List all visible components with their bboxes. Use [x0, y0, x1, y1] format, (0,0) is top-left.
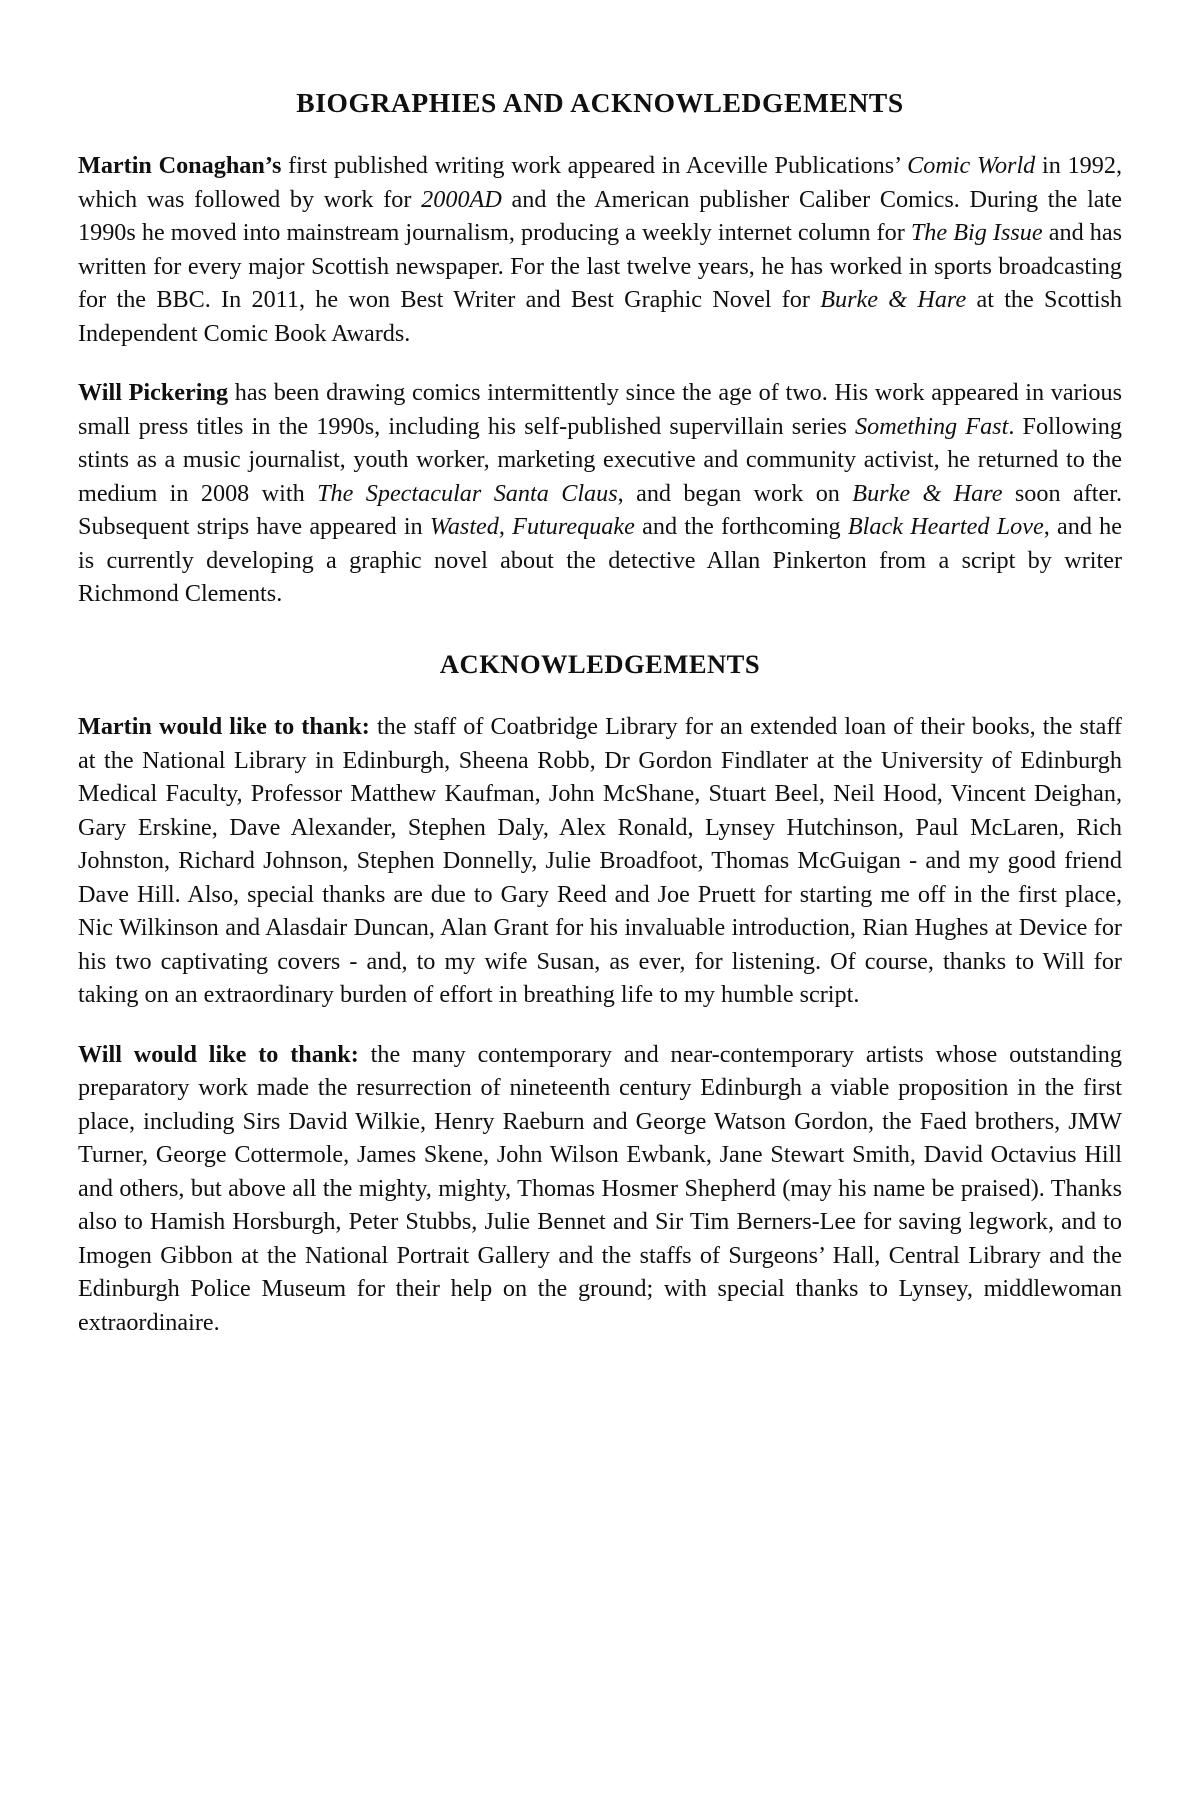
body-text: , and began work on — [617, 479, 853, 507]
paragraph-lead-in: Will Pickering — [78, 379, 229, 406]
body-text: in 1992, which was followed by work for — [78, 152, 1122, 213]
body-text: and has written for every major Scottish newspaper. For the last twelve years, he has worked in sports broadcasting for the BBC. In 2011, he won Best Writer and Best Graphic Novel for — [78, 219, 1122, 313]
italic-title: Burke & Hare — [852, 479, 1003, 507]
italic-title: Wasted, Futurequake — [429, 513, 635, 540]
body-text: and the forthcoming — [634, 513, 848, 540]
italic-title: 2000AD — [421, 185, 502, 213]
paragraph-lead-in: Martin Conaghan’s — [78, 152, 282, 179]
italic-title: Comic World — [907, 152, 1036, 179]
body-text: soon after. Subsequent strips have appeared in — [78, 479, 1122, 540]
italic-title: The Big Issue — [910, 219, 1043, 246]
acknowledgement-paragraph-martin — [78, 710, 1122, 1012]
body-text: and the American publisher Caliber Comics. During the late 1990s he moved into mainstream journalism, producing a weekly internet column for — [78, 185, 1122, 246]
italic-title: Something Fast — [855, 412, 1009, 440]
page-title: BIOGRAPHIES AND ACKNOWLEDGEMENTS — [296, 87, 904, 118]
acknowledgement-paragraph-will — [78, 1038, 1122, 1340]
body-text: has been drawing comics intermittently since the age of two. His work appeared in various small press titles in the 1990s, including his self-published supervillain series — [78, 379, 1122, 440]
body-text: first published writing work appeared in Aceville Publications’ — [281, 152, 908, 179]
paragraph-lead-in: Martin would like to thank: — [78, 713, 370, 741]
acknowledgements-heading: ACKNOWLEDGEMENTS — [439, 648, 761, 679]
body-text: , and he is currently developing a graphic novel about the detective Allan Pinkerton from a script by writer Richmond Clements. — [78, 513, 1123, 607]
biography-paragraph-will-pickering — [78, 376, 1122, 611]
body-text: the staff of Coatbridge Library for an extended loan of their books, the staff at the National Library in Edinburgh, Sheena Robb, Dr Gordon Findlater at the University of Edinburgh Medical Faculty, Professor Matthew Kaufman, John McShane, Stuart Beel, Neil Hood, Vincent Deighan, Gary Erskine, Dave Alexander, Stephen Daly, Alex Ronald, Lynsey Hutchinson, Paul McLaren, Rich Johnston, Richard Johnson, Stephen Donnelly, Julie Broadfoot, Thomas McGuigan - and my good friend Dave Hill. Also, special thanks are due to Gary Reed and Joe Pruett for starting me off in the first place, Nic Wilkinson and Alasdair Duncan, Alan Grant for his invaluable introduction, Rian Hughes at Device for his two captivating covers - and, to my wife Susan, as ever, for listening. Of course, thanks to Will for taking on an extraordinary burden of effort in breathing life to my humble script. — [78, 713, 1122, 1009]
body-text: at the Scottish Independent Comic Book Awards. — [78, 286, 1123, 347]
italic-title: The Spectacular Santa Claus — [317, 479, 618, 507]
italic-title: Burke & Hare — [820, 286, 967, 313]
body-text: the many contemporary and near-contemporary artists whose outstanding preparatory work made the resurrection of nineteenth century Edinburgh a viable proposition in the first place, including Sirs David Wilkie, Henry Raeburn and George Watson Gordon, the Faed brothers, JMW Turner, George Cottermole, James Skene, John Wilson Ewbank, Jane Stewart Smith, David Octavius Hill and others, but above all the mighty, mighty, Thomas Hosmer Shepherd (may his name be praised). Thanks also to Hamish Horsburgh, Peter Stubbs, Julie Bennet and Sir Tim Berners-Lee for saving legwork, and to Imogen Gibbon at the National Portrait Gallery and the staffs of Surgeons’ Hall, Central Library and the Edinburgh Police Museum for their help on the ground; with special thanks to Lynsey, middlewoman extraordinaire. — [78, 1040, 1122, 1336]
italic-title: Black Hearted Love — [847, 513, 1044, 540]
paragraph-lead-in: Will would like to thank: — [78, 1040, 359, 1068]
body-text: . Following stints as a music journalist, youth worker, marketing executive and community activist, he returned to the medium in 2008 with — [78, 412, 1122, 507]
biography-paragraph-martin-conaghan — [78, 149, 1122, 350]
